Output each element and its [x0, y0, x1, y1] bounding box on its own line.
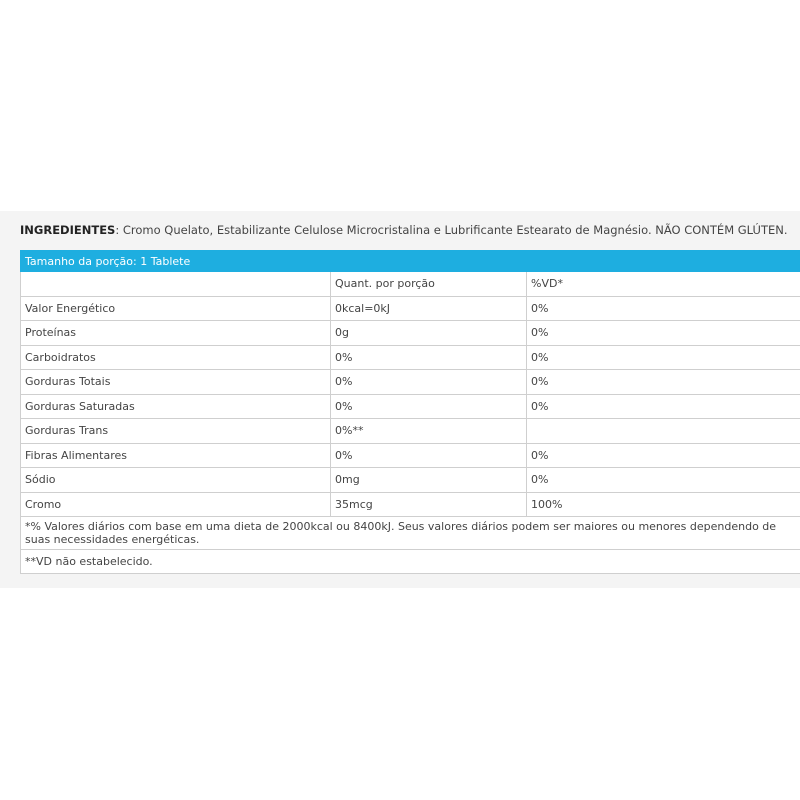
footnote-row: [21, 550, 800, 574]
column-header-row: [21, 272, 800, 297]
footnote-row: [21, 517, 800, 550]
nutrient-amount: 0mg: [331, 468, 527, 493]
nutrient-name: Gorduras Saturadas: [21, 394, 331, 419]
nutrient-vd: 0%: [527, 468, 800, 493]
nutrient-amount: 0%: [331, 370, 527, 395]
nutrient-vd: 0%: [527, 296, 800, 321]
table-row: [21, 345, 800, 370]
ingredients-line: [20, 222, 800, 238]
table-row: [21, 394, 800, 419]
vd-not-established-footnote: **VD não estabelecido.: [21, 550, 800, 574]
nutrient-amount: 0g: [331, 321, 527, 346]
nutrient-vd: 100%: [527, 492, 800, 517]
serving-size-header: Tamanho da porção: 1 Tablete: [21, 251, 800, 272]
column-header-vd: %VD*: [527, 272, 800, 297]
column-header-nutrient: [21, 272, 331, 297]
table-row: [21, 419, 800, 444]
nutrient-name: Valor Energético: [21, 296, 331, 321]
nutrient-amount: 0%: [331, 394, 527, 419]
nutrient-amount: 35mcg: [331, 492, 527, 517]
daily-values-footnote: *% Valores diários com base em uma dieta de 2000kcal ou 8400kJ. Seus valores diários podem ser maiores ou menores dependendo de suas necessidades energéticas.: [21, 517, 800, 550]
table-row: [21, 296, 800, 321]
nutrient-amount: 0kcal=0kJ: [331, 296, 527, 321]
nutrient-name: Gorduras Trans: [21, 419, 331, 444]
table-row: [21, 321, 800, 346]
nutrient-name: Carboidratos: [21, 345, 331, 370]
nutrient-amount: 0%: [331, 443, 527, 468]
nutrient-amount: 0%**: [331, 419, 527, 444]
nutrient-name: Fibras Alimentares: [21, 443, 331, 468]
nutrition-table: [20, 250, 800, 574]
table-row: [21, 443, 800, 468]
nutrient-amount: 0%: [331, 345, 527, 370]
nutrient-vd: [527, 419, 800, 444]
table-row: [21, 370, 800, 395]
nutrient-name: Gorduras Totais: [21, 370, 331, 395]
ingredients-text: : Cromo Quelato, Estabilizante Celulose Microcristalina e Lubrificante Estearato de Magnésio. NÃO CONTÉM GLÚTEN.: [115, 223, 788, 237]
ingredients-label: INGREDIENTES: [20, 223, 116, 237]
nutrient-name: Sódio: [21, 468, 331, 493]
table-row: [21, 492, 800, 517]
nutrient-vd: 0%: [527, 321, 800, 346]
column-header-amount: Quant. por porção: [331, 272, 527, 297]
nutrient-vd: 0%: [527, 345, 800, 370]
nutrient-vd: 0%: [527, 443, 800, 468]
nutrient-vd: 0%: [527, 394, 800, 419]
nutrient-name: Proteínas: [21, 321, 331, 346]
nutrient-name: Cromo: [21, 492, 331, 517]
table-header-row: [21, 251, 800, 272]
table-row: [21, 468, 800, 493]
nutrient-vd: 0%: [527, 370, 800, 395]
